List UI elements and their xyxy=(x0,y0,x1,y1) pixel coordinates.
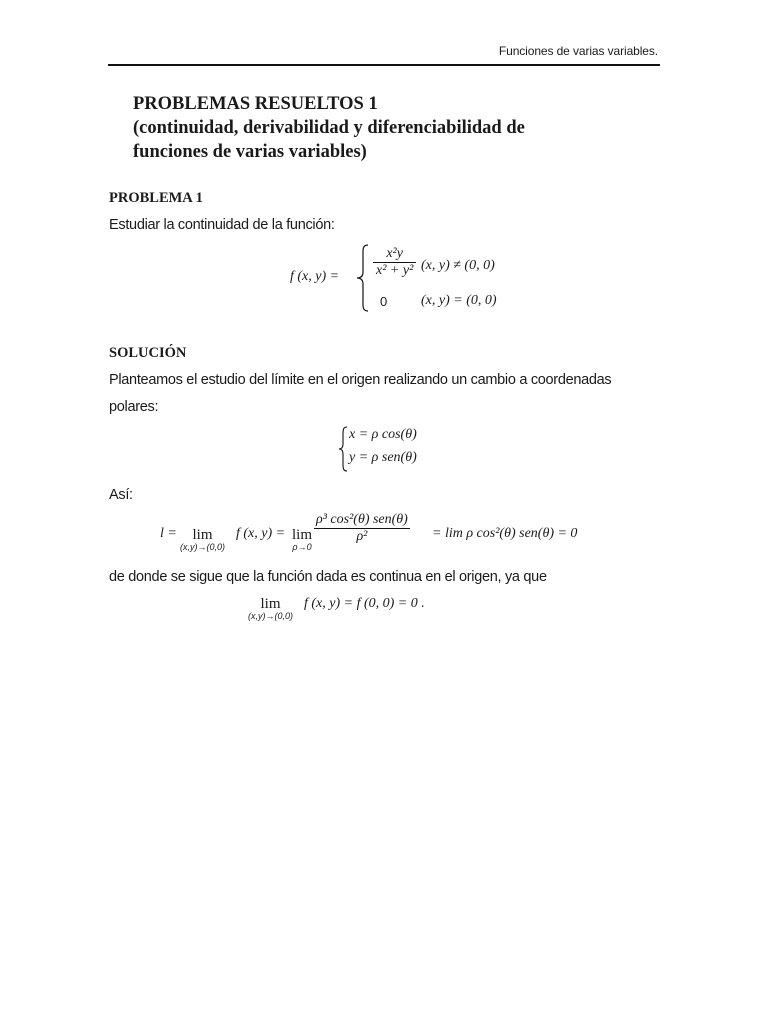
case1-denominator: x² + y² xyxy=(373,262,416,279)
lim-word: lim xyxy=(292,527,313,543)
fraction-denominator: ρ² xyxy=(314,528,410,545)
header-rule xyxy=(108,64,660,66)
lim-subscript-rho: ρ→0 xyxy=(292,542,312,552)
limit-fraction xyxy=(314,512,410,545)
left-brace-icon xyxy=(338,426,348,472)
limit-fxy: f (x, y) = xyxy=(236,526,286,541)
piecewise-function xyxy=(290,244,520,314)
lim-word: lim xyxy=(260,596,281,612)
final-equation: f (x, y) = f (0, 0) = 0 . xyxy=(304,596,425,611)
title-line-3: funciones de varias variables) xyxy=(133,142,367,162)
title-line-2: (continuidad, derivabilidad y diferenciabilidad de xyxy=(133,118,525,138)
case1-numerator: x²y xyxy=(386,246,403,261)
running-header: Funciones de varias variables. xyxy=(498,44,658,58)
conclusion-text: de donde se sigue que la función dada es continua en el origen, ya que xyxy=(109,569,547,585)
lim-subscript-xy: (x,y)→(0,0) xyxy=(180,542,225,552)
asi-label: Así: xyxy=(109,487,133,503)
document-title xyxy=(133,92,653,164)
problem-statement: Estudiar la continuidad de la función: xyxy=(109,217,335,233)
title-line-1: PROBLEMAS RESUELTOS 1 xyxy=(133,94,378,114)
case1-condition: (x, y) ≠ (0, 0) xyxy=(421,258,495,273)
polar-x: x = ρ cos(θ) xyxy=(349,427,417,442)
limit-rest: = lim ρ cos²(θ) sen(θ) = 0 xyxy=(432,526,578,541)
limit-computation xyxy=(160,512,610,562)
limit-xy xyxy=(180,527,225,552)
solution-text-1: Planteamos el estudio del límite en el origen realizando un cambio a coordenadas xyxy=(109,372,612,388)
final-expression xyxy=(248,596,468,626)
left-brace-icon xyxy=(356,244,370,312)
limit-l: l = xyxy=(160,526,177,541)
polar-y: y = ρ sen(θ) xyxy=(349,450,417,465)
case2-condition: (x, y) = (0, 0) xyxy=(421,293,497,308)
problem-heading: PROBLEMA 1 xyxy=(109,190,203,206)
solution-heading: SOLUCIÓN xyxy=(109,345,187,361)
fraction-numerator: ρ³ cos²(θ) sen(θ) xyxy=(316,512,408,527)
case1-fraction xyxy=(373,246,416,279)
limit-rho xyxy=(292,527,312,552)
solution-text-2: polares: xyxy=(109,399,159,415)
function-lhs: f (x, y) = xyxy=(290,269,340,284)
lim-word: lim xyxy=(192,527,213,543)
case2-value: 0 xyxy=(380,294,388,309)
polar-system xyxy=(338,426,458,472)
lim-subscript-xy: (x,y)→(0,0) xyxy=(248,611,293,621)
final-limit xyxy=(248,596,293,621)
